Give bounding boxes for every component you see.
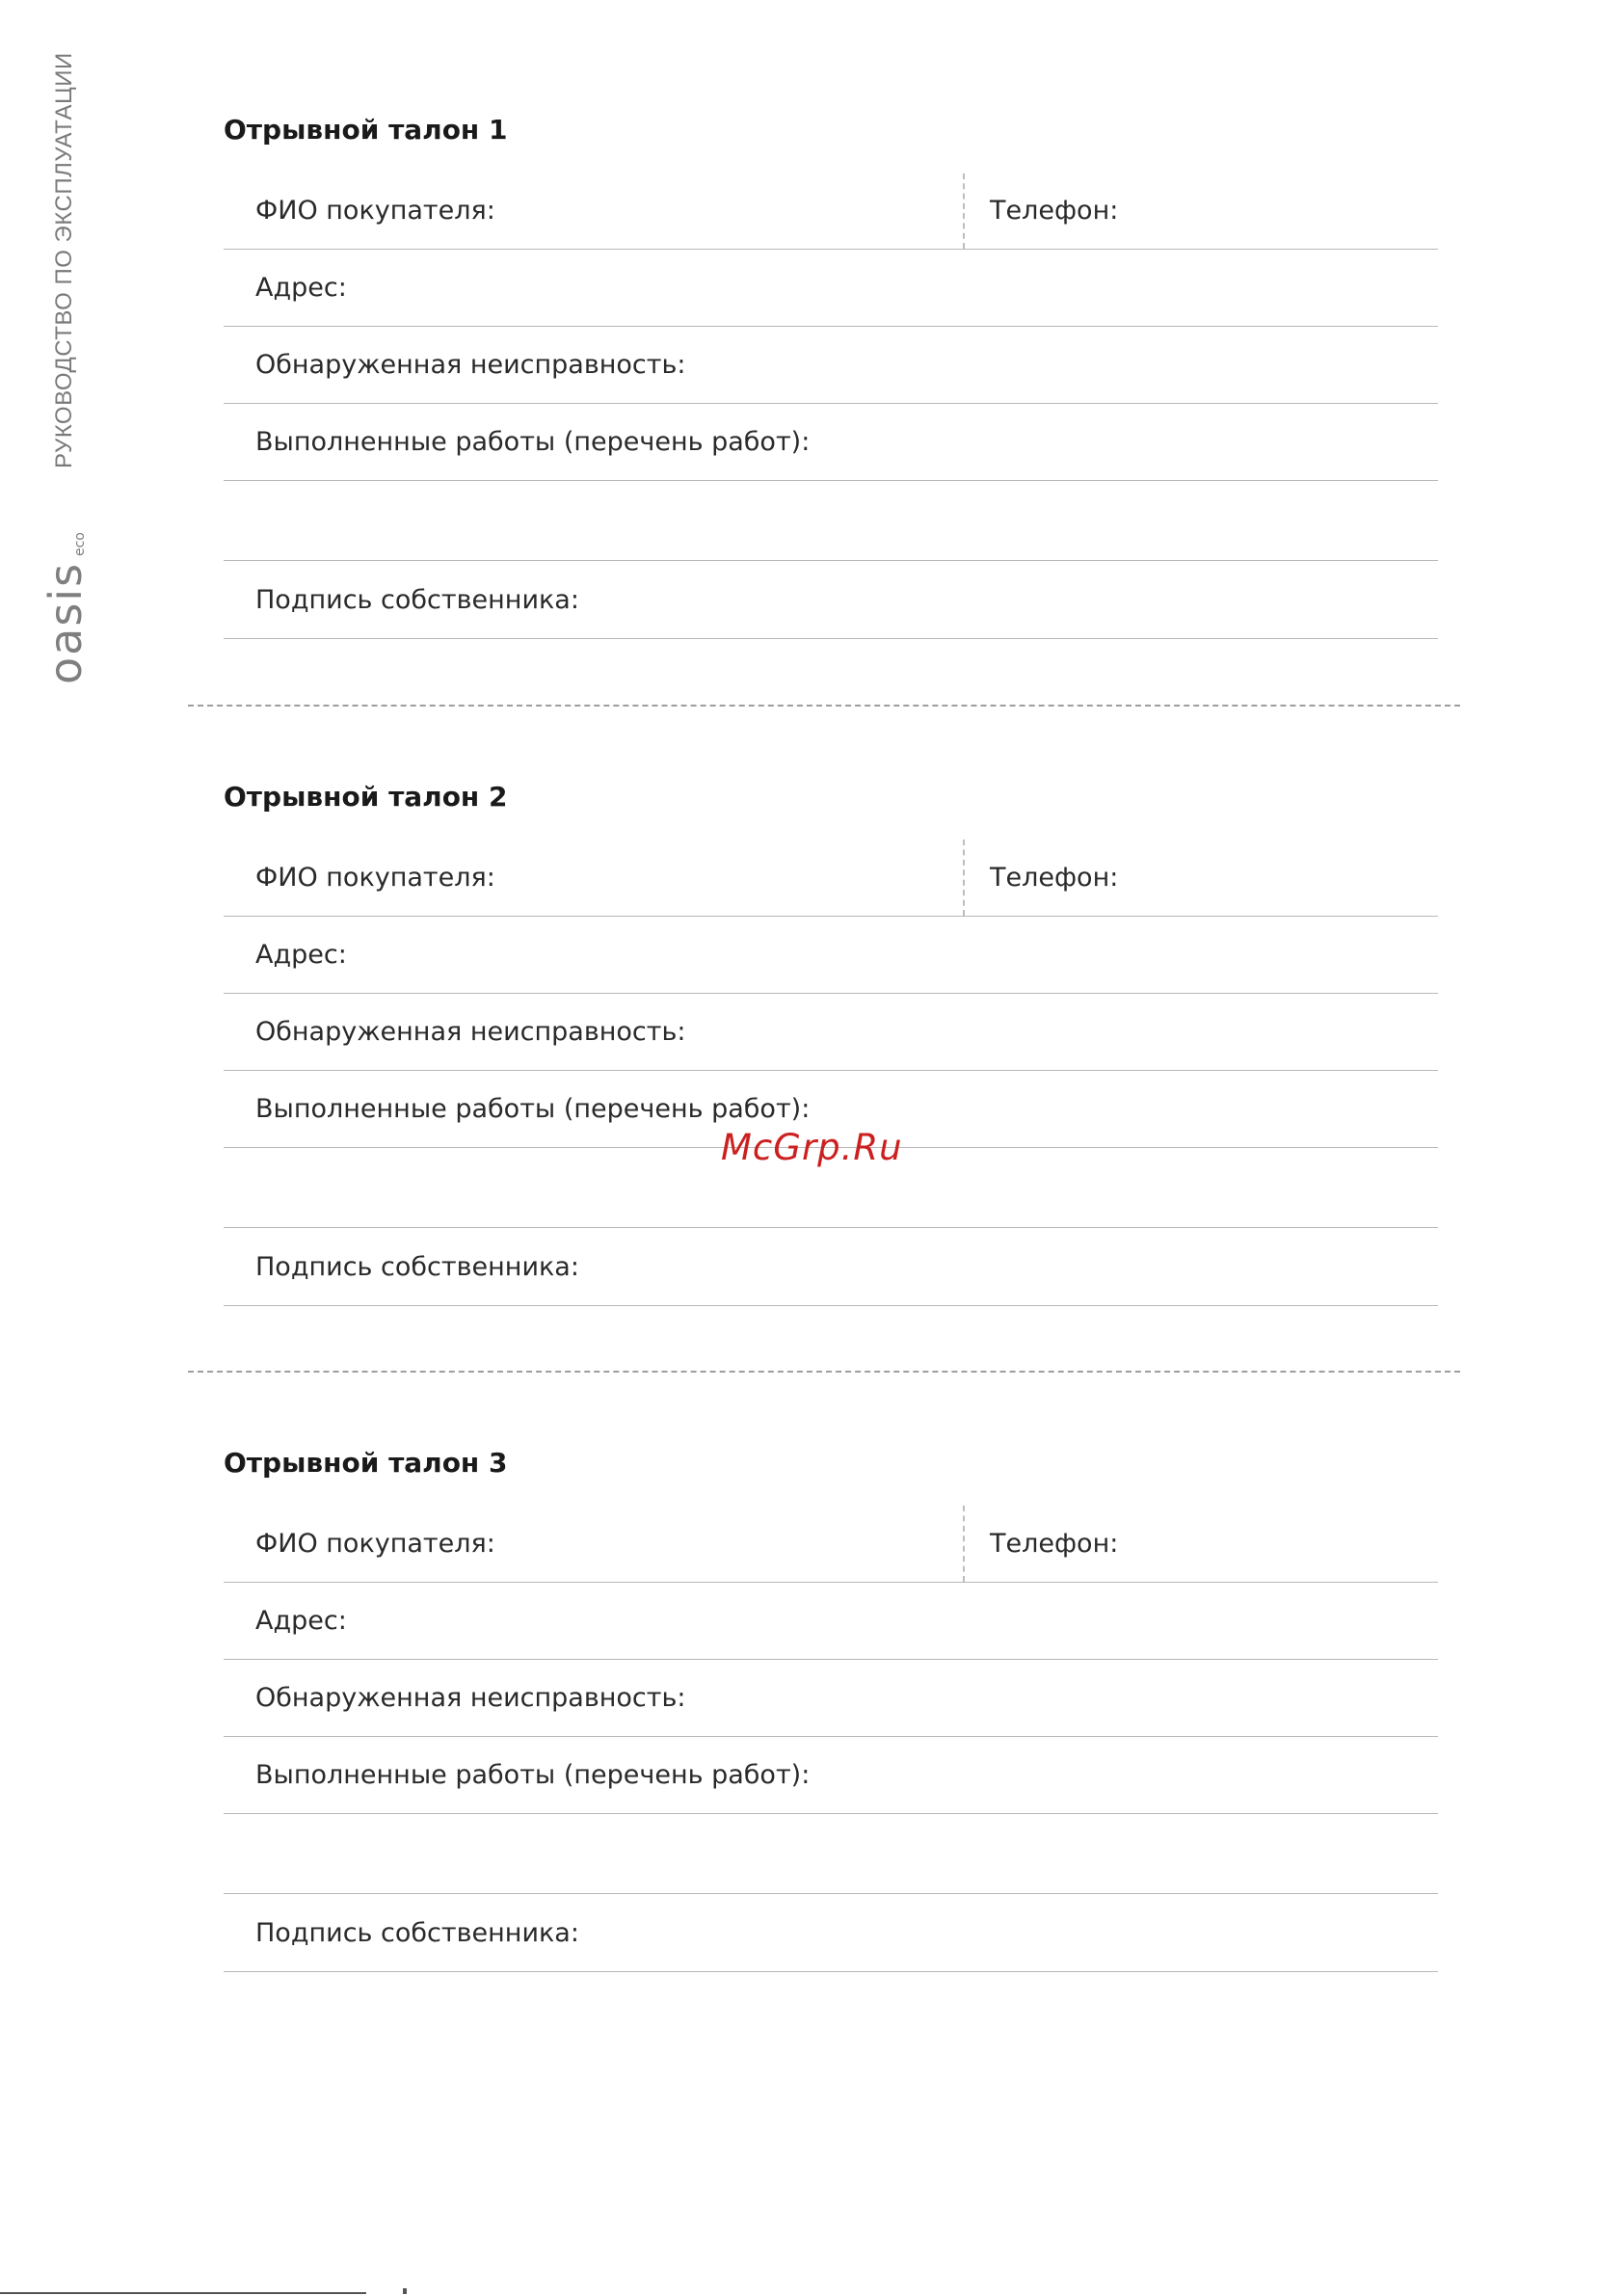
fault-row [224,994,1438,1071]
works-label: Выполненные работы (перечень работ): [255,1760,811,1790]
footer-mark [403,2288,407,2294]
buyer-label: ФИО покупателя: [255,863,495,893]
phone-label: Телефон: [990,863,1119,893]
works-label: Выполненные работы (перечень работ): [255,1094,811,1124]
phone-divider [963,174,965,249]
address-label: Адрес: [255,273,347,303]
cut-line [188,1371,1460,1373]
fault-row [224,327,1438,404]
address-row [224,1583,1438,1660]
address-label: Адрес: [255,1606,347,1636]
buyer-label: ФИО покупателя: [255,196,495,226]
brand-logo [40,521,92,684]
cut-line [188,705,1460,707]
footer-rule [0,2292,366,2294]
address-row [224,250,1438,327]
phone-divider [963,840,965,916]
fault-row [224,1660,1438,1737]
fault-label: Обнаруженная неисправность: [255,350,686,380]
fault-label: Обнаруженная неисправность: [255,1683,686,1713]
coupon-title: Отрывной талон 1 [224,114,508,146]
watermark: McGrp.Ru [721,1127,903,1168]
brand-name: oasis [40,561,92,684]
signature-row [224,561,1438,639]
blank-row [224,481,1438,561]
buyer-row [224,174,1438,250]
coupon-title: Отрывной талон 2 [224,781,508,813]
coupon-title: Отрывной талон 3 [224,1447,508,1479]
signature-row [224,1228,1438,1306]
works-row [224,404,1438,481]
signature-label: Подпись собственника: [255,585,579,615]
phone-divider [963,1506,965,1582]
buyer-row [224,1506,1438,1583]
works-label: Выполненные работы (перечень работ): [255,427,811,457]
address-label: Адрес: [255,940,347,970]
signature-row [224,1894,1438,1972]
blank-row [224,1814,1438,1894]
buyer-label: ФИО покупателя: [255,1529,495,1559]
signature-label: Подпись собственника: [255,1252,579,1282]
phone-label: Телефон: [990,1529,1119,1559]
signature-label: Подпись собственника: [255,1918,579,1948]
phone-label: Телефон: [990,196,1119,226]
manual-title: РУКОВОДСТВО ПО ЭКСПЛУАТАЦИИ [51,52,77,468]
brand-sup: eco [72,532,88,556]
buyer-row [224,840,1438,917]
works-row [224,1737,1438,1814]
address-row [224,917,1438,994]
fault-label: Обнаруженная неисправность: [255,1017,686,1047]
